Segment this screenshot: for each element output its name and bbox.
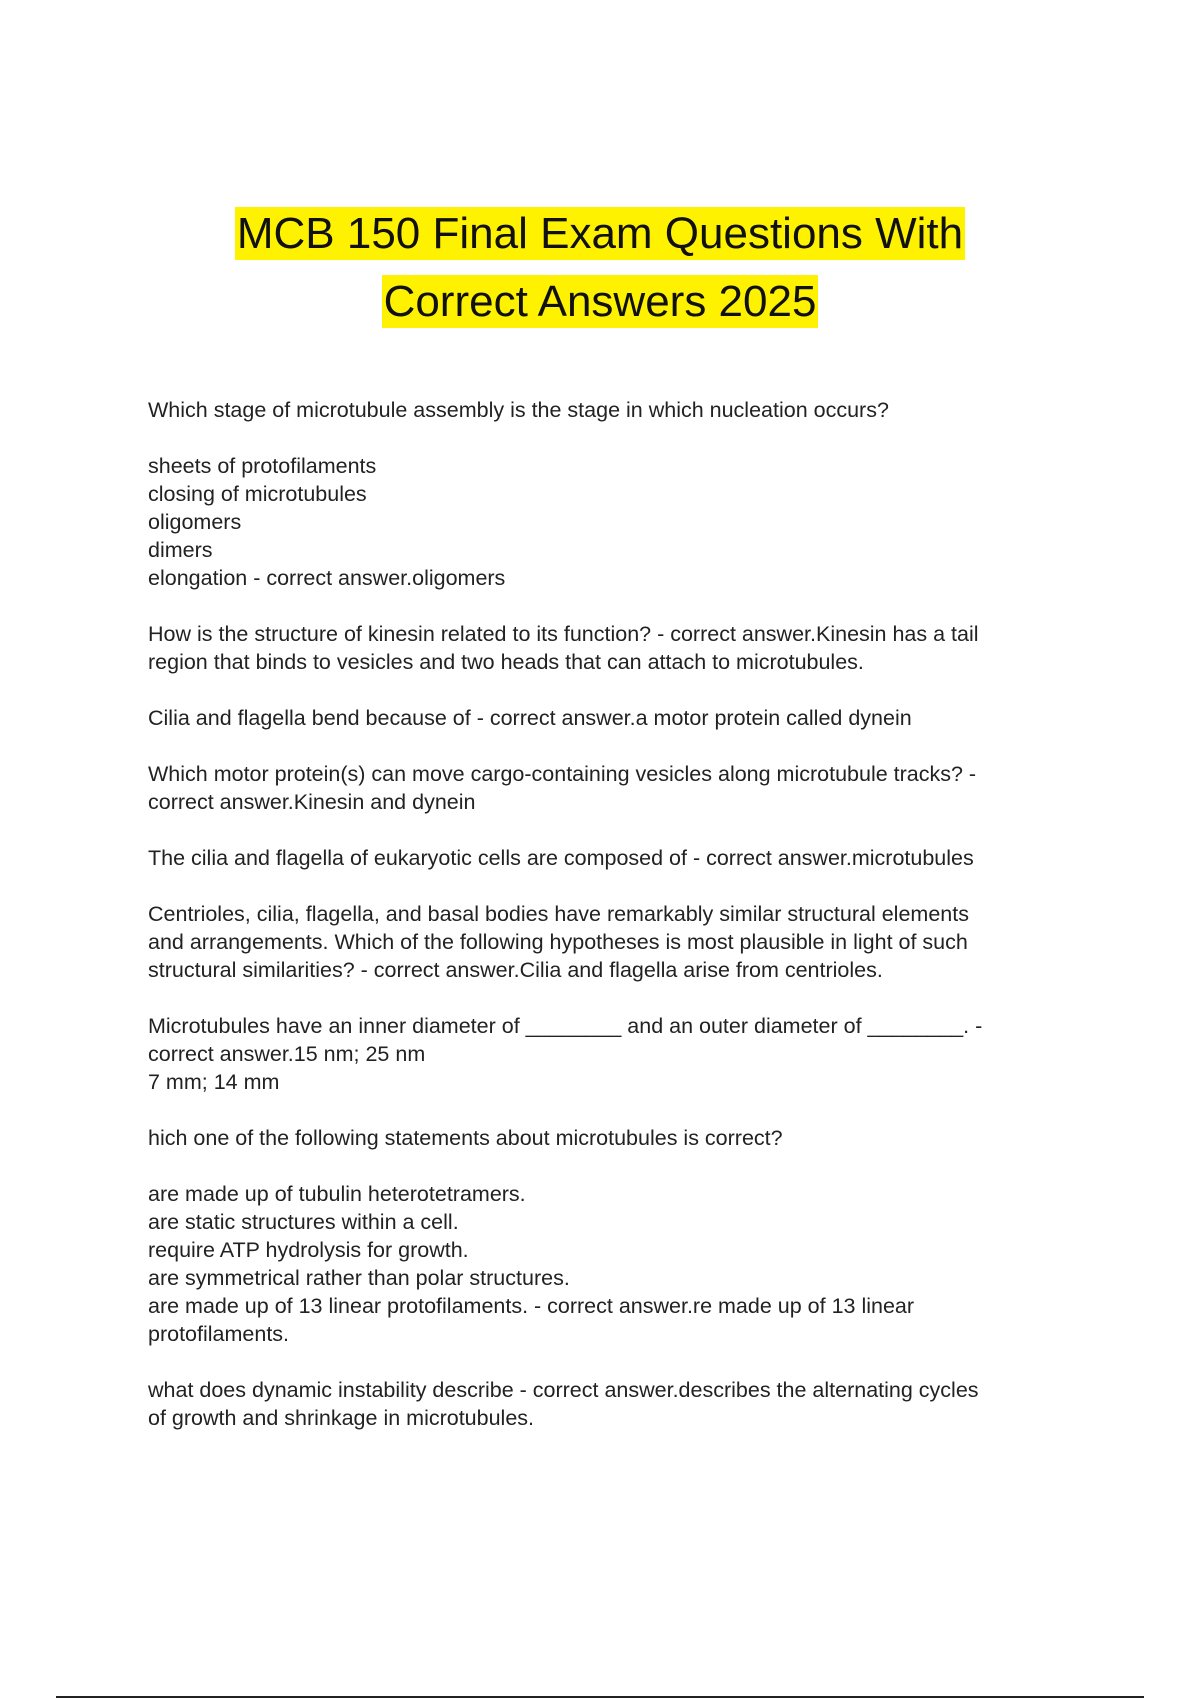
text-line: Which motor protein(s) can move cargo-containing vesicles along microtubule tracks? -	[148, 762, 977, 786]
document-title	[0, 205, 1200, 341]
text-line: Cilia and flagella bend because of - correct answer.a motor protein called dynein	[148, 706, 912, 730]
text-line: Centrioles, cilia, flagella, and basal bodies have remarkably similar structural elements	[148, 902, 969, 926]
question-paragraph	[148, 704, 1088, 732]
text-line: Which stage of microtubule assembly is the stage in which nucleation occurs?	[148, 398, 889, 422]
text-line: region that binds to vesicles and two heads that can attach to microtubules.	[148, 650, 864, 674]
option-list	[148, 1180, 1088, 1348]
text-line: are made up of 13 linear protofilaments. - correct answer.re made up of 13 linear	[148, 1294, 915, 1318]
question-paragraph	[148, 1376, 1088, 1432]
title-line-1: MCB 150 Final Exam Questions With	[236, 209, 964, 258]
question-paragraph	[148, 760, 1088, 816]
question-paragraph	[148, 620, 1088, 676]
text-line: protofilaments.	[148, 1322, 290, 1346]
text-line: dimers	[148, 538, 213, 562]
text-line: elongation - correct answer.oligomers	[148, 566, 506, 590]
question-paragraph	[148, 1012, 1088, 1096]
question-paragraph	[148, 396, 1088, 424]
text-line: sheets of protofilaments	[148, 454, 377, 478]
question-paragraph	[148, 844, 1088, 872]
text-line: hich one of the following statements about microtubules is correct?	[148, 1126, 783, 1150]
text-line: what does dynamic instability describe - correct answer.describes the alternating cycles	[148, 1378, 979, 1402]
title-line-2: Correct Answers 2025	[383, 277, 817, 326]
question-list	[148, 396, 1088, 1460]
question-paragraph	[148, 900, 1088, 984]
text-line: How is the structure of kinesin related to its function? - correct answer.Kinesin has a tail	[148, 622, 979, 646]
text-line: are made up of tubulin heterotetramers.	[148, 1182, 526, 1206]
question-paragraph	[148, 1124, 1088, 1152]
text-line: are static structures within a cell.	[148, 1210, 459, 1234]
text-line: and arrangements. Which of the following hypotheses is most plausible in light of such	[148, 930, 968, 954]
text-line: are symmetrical rather than polar structures.	[148, 1266, 570, 1290]
text-line: Microtubules have an inner diameter of ________ and an outer diameter of ________. -	[148, 1014, 983, 1038]
text-line: oligomers	[148, 510, 242, 534]
footer-divider	[56, 1696, 1144, 1698]
text-line: require ATP hydrolysis for growth.	[148, 1238, 469, 1262]
text-line: correct answer.15 nm; 25 nm	[148, 1042, 426, 1066]
text-line: 7 mm; 14 mm	[148, 1070, 280, 1094]
option-list	[148, 452, 1088, 592]
text-line: closing of microtubules	[148, 482, 367, 506]
text-line: of growth and shrinkage in microtubules.	[148, 1406, 535, 1430]
text-line: The cilia and flagella of eukaryotic cells are composed of - correct answer.microtubules	[148, 846, 974, 870]
text-line: structural similarities? - correct answer.Cilia and flagella arise from centrioles.	[148, 958, 883, 982]
text-line: correct answer.Kinesin and dynein	[148, 790, 476, 814]
